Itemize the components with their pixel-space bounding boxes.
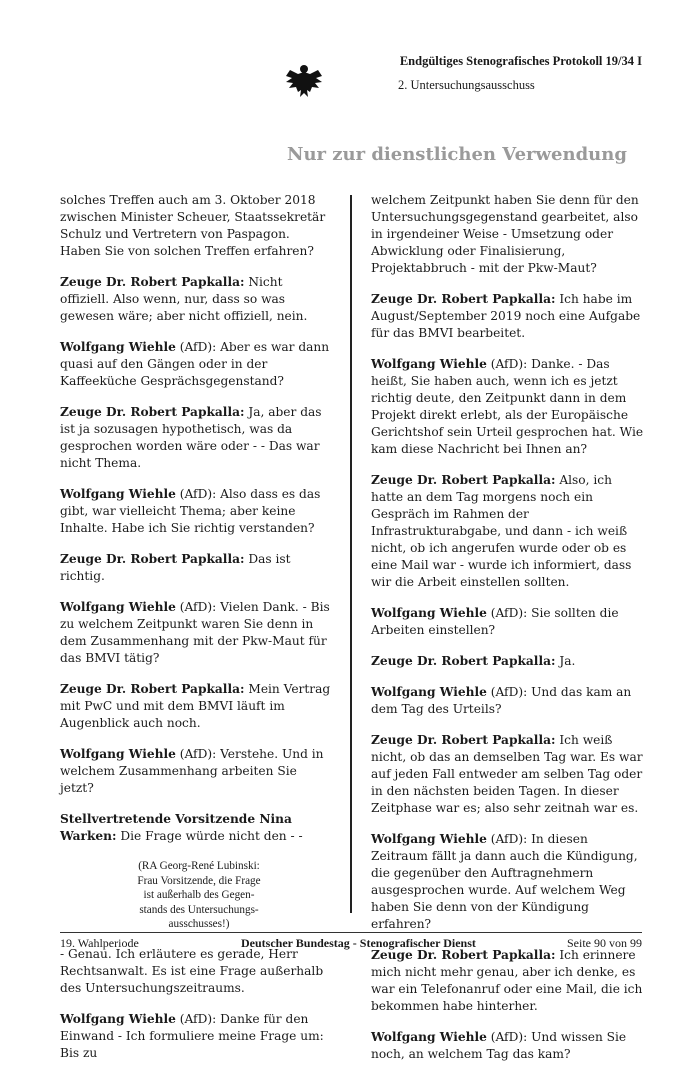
paragraph-text: Nicht offiziell. Also wenn, nur, dass so was gewesen wäre; aber nicht offiziell, nein. xyxy=(60,275,308,323)
footer-institution: Deutscher Bundestag - Stenografischer Dienst xyxy=(241,936,476,950)
speaker-party: (AfD): xyxy=(179,340,217,354)
paragraph xyxy=(60,811,332,845)
speaker-name: Zeuge Dr. Robert Papkalla: xyxy=(60,405,245,419)
paragraph-text: Ja. xyxy=(559,654,576,668)
speaker-party: (AfD): xyxy=(490,357,528,371)
paragraph xyxy=(60,551,332,585)
paragraph xyxy=(60,746,332,797)
paragraph xyxy=(60,274,332,325)
speaker-party: (AfD): xyxy=(490,685,528,699)
paragraph-text: Ja, aber das ist ja sozusagen hypothetisch, was da gesprochen worden wäre oder - - Das war nicht Thema. xyxy=(60,405,322,470)
paragraph xyxy=(371,732,647,817)
interjection-line: ausschusses!) xyxy=(168,918,230,930)
paragraph-text: Sie sollten die Arbeiten einstellen? xyxy=(371,606,619,637)
speaker-name: Zeuge Dr. Robert Papkalla: xyxy=(60,682,245,696)
paragraph-text: Danke für den Einwand - Ich formuliere meine Frage um: Bis zu xyxy=(60,1011,324,1060)
speaker-name: Zeuge Dr. Robert Papkalla: xyxy=(371,292,556,306)
paragraph-text: Also, ich hatte an dem Tag morgens noch ein Gespräch im Rahmen der Infrastrukturabgabe, und dann - ich weiß nicht, ob ich angerufen wurde oder ob es eine Mail war - wurde ich informiert, dass wir die Arbeit einstellen sollten. xyxy=(371,473,632,589)
federal-eagle-icon xyxy=(284,62,324,100)
paragraph-text: Und das kam an dem Tag des Urteils? xyxy=(371,685,632,716)
interjection-line: ist außerhalb des Gegen- xyxy=(143,889,255,901)
speaker-party: (AfD): xyxy=(179,1011,217,1026)
speaker-party: (AfD): xyxy=(490,606,528,620)
paragraph-text: Danke. - Das heißt, Sie haben auch, wenn ich es jetzt richtig deute, den Zeitpunkt dann in dem Projekt direkt erlebt, als der Europäische Gerichtshof sein Urteil gesprochen hat. Wie kam diese Nachricht bei Ihnen an? xyxy=(371,357,644,456)
paragraph xyxy=(60,599,332,667)
speaker-party: (AfD): xyxy=(490,832,528,846)
paragraph-text: In diesen Zeitraum fällt ja dann auch die Kündigung, die gegenüber den Auftragnehmern ausgesprochen wurde. Auf welchem Weg haben Sie denn von der Kündigung erfahren? xyxy=(371,832,638,931)
speaker-name: Wolfgang Wiehle xyxy=(371,606,487,620)
interjection-line: stands des Untersuchungs- xyxy=(139,903,259,916)
speaker-name: Zeuge Dr. Robert Papkalla: xyxy=(371,473,556,487)
speaker-name: Zeuge Dr. Robert Papkalla: xyxy=(60,275,245,289)
speaker-party: (AfD): xyxy=(490,1030,528,1044)
speaker-name: Wolfgang Wiehle xyxy=(60,600,176,614)
speaker-name: Zeuge Dr. Robert Papkalla: xyxy=(371,733,556,747)
speaker-name: Wolfgang Wiehle xyxy=(371,832,487,846)
interjection-line: (RA Georg-René Lubinski: xyxy=(138,860,260,872)
watermark: Nur zur dienstlichen Verwendung xyxy=(287,144,627,165)
interjection-line: Frau Vorsitzende, die Frage xyxy=(137,874,261,887)
paragraph xyxy=(371,472,647,591)
paragraph-text: welchem Zeitpunkt haben Sie denn für den Untersuchungsgegenstand gearbeitet, also in irgendeiner Weise - Umsetzung oder Abwicklung oder Finalisierung, Projektabbruch - mit der Pkw-Maut? xyxy=(371,193,639,275)
speaker-name: Wolfgang Wiehle xyxy=(371,357,487,371)
paragraph-text: Und wissen Sie noch, an welchem Tag das kam? xyxy=(371,1030,627,1061)
speaker-party: (AfD): xyxy=(179,600,217,614)
paragraph-text: Aber es war dann quasi auf den Gängen oder in der Kaffeeküche Gesprächsgegenstand? xyxy=(60,340,330,388)
interjection-note xyxy=(60,859,332,932)
paragraph xyxy=(60,339,332,390)
paragraph xyxy=(60,681,332,732)
paragraph xyxy=(371,1029,647,1063)
footer-page-number: Seite 90 von 99 xyxy=(567,936,642,950)
paragraph xyxy=(371,684,647,718)
paragraph-text: solches Treffen auch am 3. Oktober 2018 zwischen Minister Scheuer, Staatssekretär Schulz und Vertretern von Paspagon. Haben Sie von solchen Treffen erfahren? xyxy=(60,193,326,258)
paragraph xyxy=(371,291,647,342)
paragraph-text: - Genau. Ich erläutere es gerade, Herr Rechtsanwalt. Es ist eine Frage außerhalb des Untersuchungszeitraums. xyxy=(60,946,324,995)
paragraph-text: Mein Vertrag mit PwC und mit dem BMVI läuft im Augenblick auch noch. xyxy=(60,682,331,730)
paragraph xyxy=(371,356,647,458)
speaker-name: Wolfgang Wiehle xyxy=(60,1011,176,1026)
speaker-name: Wolfgang Wiehle xyxy=(60,487,176,501)
column-divider xyxy=(350,195,352,913)
paragraph-text: Verstehe. Und in welchem Zusammenhang arbeiten Sie jetzt? xyxy=(60,747,324,795)
paragraph xyxy=(371,653,647,670)
paragraph xyxy=(60,946,332,997)
paragraph xyxy=(60,486,332,537)
speaker-name: Wolfgang Wiehle xyxy=(60,340,176,354)
speaker-name: Wolfgang Wiehle xyxy=(371,685,487,699)
paragraph-text: Ich habe im August/September 2019 noch eine Aufgabe für das BMVI bearbeitet. xyxy=(371,292,641,340)
speaker-name: Zeuge Dr. Robert Papkalla: xyxy=(371,948,556,962)
paragraph xyxy=(371,605,647,639)
paragraph-text: Die Frage würde nicht den - - xyxy=(120,829,303,843)
committee-name: 2. Untersuchungsausschuss xyxy=(398,78,535,92)
speaker-party: (AfD): xyxy=(179,747,217,761)
speaker-name: Zeuge Dr. Robert Papkalla: xyxy=(60,552,245,566)
paragraph-text: Vielen Dank. - Bis zu welchem Zeitpunkt waren Sie denn in dem Zusammenhang mit der Pkw-Maut für das BMVI tätig? xyxy=(60,600,330,665)
footer-period: 19. Wahlperiode xyxy=(60,936,139,950)
footer-rule xyxy=(60,932,642,933)
paragraph-text: Das ist richtig. xyxy=(60,552,291,583)
speaker-name: Wolfgang Wiehle xyxy=(60,747,176,761)
paragraph xyxy=(371,192,647,277)
paragraph-text: Ich erinnere mich nicht mehr genau, aber ich denke, es war ein Telefonanruf oder eine Mail, die ich bekommen habe hinterher. xyxy=(371,948,643,1013)
paragraph xyxy=(60,192,332,260)
paragraph xyxy=(60,404,332,472)
protocol-title: Endgültiges Stenografisches Protokoll 19/34 I xyxy=(399,54,642,68)
paragraph-text: Also dass es das gibt, war vielleicht Thema; aber keine Inhalte. Habe ich Sie richtig verstanden? xyxy=(60,487,321,535)
paragraph xyxy=(60,1011,332,1062)
speaker-name: Stellvertretende Vorsitzende Nina Warken: xyxy=(60,812,292,843)
speaker-party: (AfD): xyxy=(179,487,217,501)
speaker-name: Zeuge Dr. Robert Papkalla: xyxy=(371,654,556,668)
paragraph-text: Ich weiß nicht, ob das an demselben Tag war. Es war auf jeden Fall entweder am selben Tag oder in den nächsten beiden Tagen. In dieser Zeitphase war es; also sehr zeitnah war es. xyxy=(371,733,643,815)
paragraph xyxy=(371,947,647,1015)
paragraph xyxy=(371,831,647,933)
speaker-name: Wolfgang Wiehle xyxy=(371,1030,487,1044)
